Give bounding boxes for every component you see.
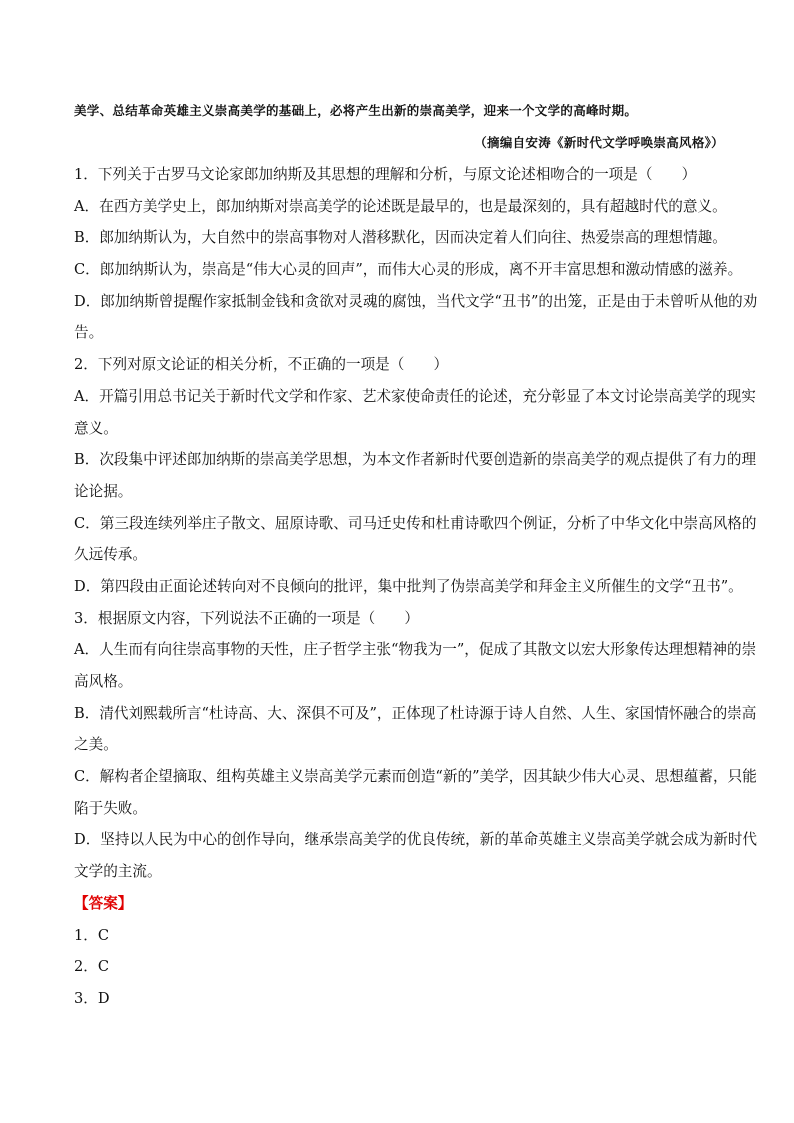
question-3-option-d: D．坚持以人民为中心的创作导向，继承崇高美学的优良传统，新的革命英雄主义崇高美学就会成为新时代 bbox=[74, 831, 758, 849]
passage-source: （摘编自安涛《新时代文学呼唤崇高风格》） bbox=[474, 135, 724, 150]
question-1-stem: 1．下列关于古罗马文论家郎加纳斯及其思想的理解和分析，与原文论述相吻合的一项是（ ） bbox=[74, 166, 697, 183]
question-3-option-a-cont: 高风格。 bbox=[74, 673, 133, 690]
question-3-option-b-cont: 之美。 bbox=[74, 736, 118, 754]
question-3-option-b: B．清代刘熙载所言“杜诗高、大、深俱不可及”，正体现了杜诗源于诗人自然、人生、家国情怀融合的崇高 bbox=[74, 704, 757, 722]
question-1-option-b: B．郎加纳斯认为，大自然中的崇高事物对人潜移默化，因而决定着人们向往、热爱崇高的理想情趣。 bbox=[74, 229, 727, 247]
question-3-option-c-cont: 陷于失败。 bbox=[74, 799, 147, 817]
answer-item: 1．C bbox=[74, 926, 110, 944]
question-2-option-b-cont: 论论据。 bbox=[74, 482, 133, 500]
questions-body bbox=[74, 159, 758, 1015]
question-2-stem: 2．下列对原文论证的相关分析，不正确的一项是（ ） bbox=[74, 356, 449, 374]
question-1-option-d: D．郎加纳斯曾提醒作家抵制金钱和贪欲对灵魂的腐蚀，当代文学“丑书”的出笼，正是由于未曾听从他的劝 bbox=[74, 292, 758, 310]
question-1-option-d-cont: 告。 bbox=[74, 324, 104, 342]
question-3-option-a: A．人生而有向往崇高事物的天性，庄子哲学主张“物我为一”，促成了其散文以宏大形象传达理想精神的崇 bbox=[74, 641, 757, 659]
answer-item: 3．D bbox=[74, 989, 110, 1007]
question-2-option-d: D．第四段由正面论述转向对不良倾向的批评，集中批判了伪崇高美学和拜金主义所催生的文学“丑书”。 bbox=[74, 577, 743, 595]
answer-item: 2．C bbox=[74, 958, 110, 976]
question-3-stem: 3．根据原文内容，下列说法不正确的一项是（ ） bbox=[74, 609, 419, 627]
question-2-option-c: C．第三段连续列举庄子散文、屈原诗歌、司马迁史传和杜甫诗歌四个例证，分析了中华文化中崇高风格的 bbox=[74, 514, 757, 532]
question-2-option-b: B．次段集中评述郎加纳斯的崇高美学思想，为本文作者新时代要创造新的崇高美学的观点提供了有力的理 bbox=[74, 451, 757, 469]
question-3-option-d-cont: 文学的主流。 bbox=[74, 863, 162, 881]
answer-heading: 【答案】 bbox=[74, 894, 133, 912]
question-2-option-c-cont: 久远传承。 bbox=[74, 546, 147, 564]
question-1-option-c: C．郎加纳斯认为，崇高是“伟大心灵的回声”，而伟大心灵的形成，离不开丰富思想和激动情感的滋养。 bbox=[74, 261, 743, 279]
question-3-option-c: C．解构者企望摘取、组构英雄主义崇高美学元素而创造“新的”美学，因其缺少伟大心灵、思想蕴蓄，只能 bbox=[74, 768, 757, 786]
question-1-option-a: A．在西方美学史上，郎加纳斯对崇高美学的论述既是最早的，也是最深刻的，具有超越时代的意义。 bbox=[74, 197, 727, 215]
question-2-option-a: A．开篇引用总书记关于新时代文学和作家、艺术家使命责任的论述，充分彰显了本文讨论崇高美学的现实 bbox=[74, 387, 756, 405]
passage-last-line: 美学、总结革命英雄主义崇高美学的基础上，必将产生出新的崇高美学，迎来一个文学的高峰时期。 bbox=[74, 103, 638, 118]
question-2-option-a-cont: 意义。 bbox=[74, 419, 118, 437]
